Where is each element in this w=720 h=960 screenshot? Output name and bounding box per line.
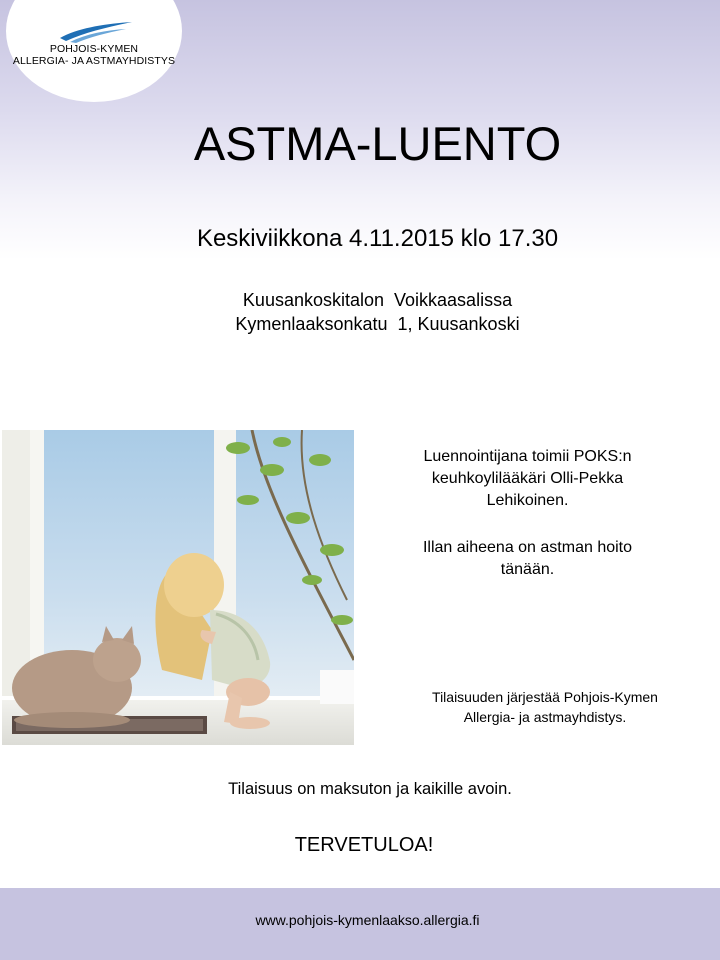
event-date-time: Keskiviikkona 4.11.2015 klo 17.30 [196,225,559,252]
lecturer-line-2: keuhkoylilääkäri Olli-Pekka [431,470,624,487]
topic-line-1: Illan aiheena on astman hoito [422,539,633,556]
venue-line-1: Kuusankoskitalon Voikkaasalissa [242,290,513,310]
lecture-topic [395,537,660,581]
venue-line-2: Kymenlaaksonkatu 1, Kuusankoski [235,314,520,334]
logo-line-2: ALLERGIA- JA ASTMAYHDISTYS [12,55,176,67]
organization-logo [6,0,182,102]
logo-line-1: POHJOIS-KYMEN [49,43,139,55]
free-admission-text: Tilaisuus on maksuton ja kaikille avoin. [228,780,512,798]
footer-band [0,888,720,960]
organizer-line-1: Tilaisuuden järjestää Pohjois-Kymen [432,689,658,705]
event-venue [0,288,720,336]
poster-title: ASTMA-LUENTO [193,117,562,170]
welcome-text: TERVETULOA! [294,834,434,856]
child-and-cat-at-window-photo [2,430,354,745]
logo-swoosh-icon [56,18,136,44]
lecturer-line-3: Lehikoinen. [486,492,569,509]
lecturer-info [395,446,660,512]
footer-website-link[interactable]: www.pohjois-kymenlaakso.allergia.fi [255,912,480,928]
lecturer-line-1: Luennointijana toimii POKS:n [423,448,632,465]
topic-line-2: tänään. [500,561,555,578]
logo-text [6,43,182,67]
organizer-line-2: Allergia- ja astmayhdistys. [463,709,627,725]
organizer-info [405,687,685,727]
